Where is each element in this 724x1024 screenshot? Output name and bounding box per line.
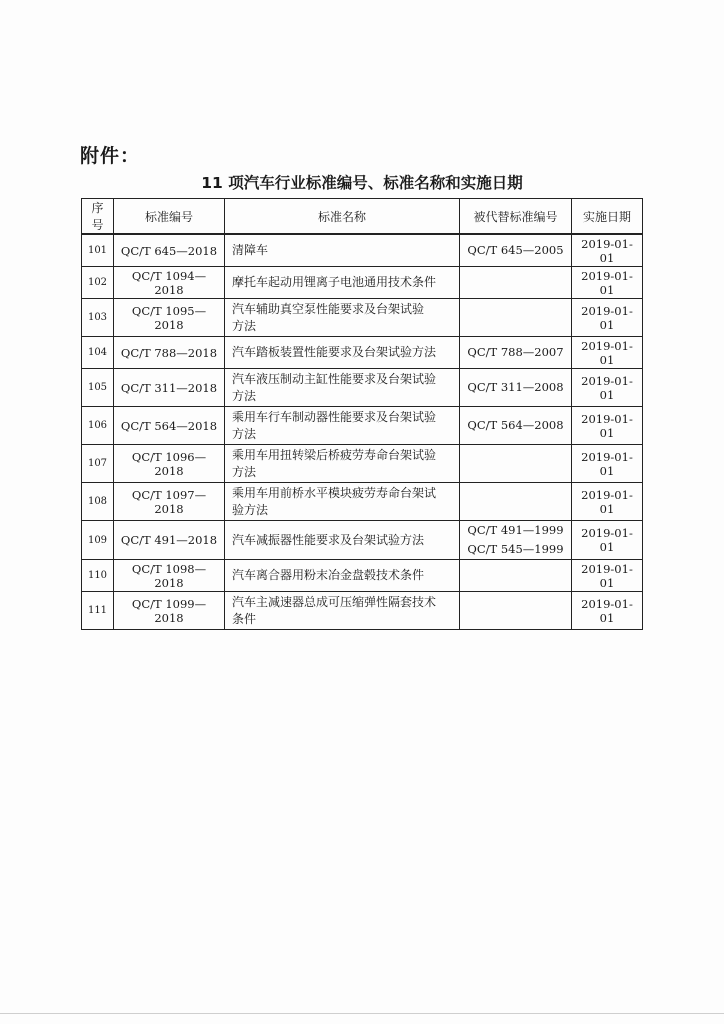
row-seq: 106 bbox=[82, 407, 114, 445]
standard-name-line: 验方法 bbox=[232, 502, 269, 517]
row-seq: 110 bbox=[82, 560, 114, 592]
standard-name-line: 方法 bbox=[232, 426, 257, 441]
table-row bbox=[82, 369, 643, 407]
row-seq: 111 bbox=[82, 592, 114, 630]
row-standard-name bbox=[225, 521, 460, 560]
row-seq: 103 bbox=[82, 299, 114, 337]
table-row bbox=[82, 560, 643, 592]
standard-name-line: 汽车辅助真空泵性能要求及台架试验 bbox=[232, 301, 425, 316]
row-replaced-code bbox=[460, 369, 572, 407]
row-effective-date: 2019-01-01 bbox=[572, 234, 643, 267]
row-seq: 104 bbox=[82, 337, 114, 369]
row-standard-name bbox=[225, 483, 460, 521]
row-standard-code: QC/T 1095—2018 bbox=[114, 299, 225, 337]
row-replaced-code bbox=[460, 299, 572, 337]
standard-name-line: 方法 bbox=[232, 318, 257, 333]
row-replaced-code bbox=[460, 337, 572, 369]
table-body bbox=[82, 234, 643, 630]
table-row bbox=[82, 483, 643, 521]
row-replaced-code bbox=[460, 592, 572, 630]
standard-name-line: 方法 bbox=[232, 388, 257, 403]
document-title: 11 项汽车行业标准编号、标准名称和实施日期 bbox=[201, 174, 523, 192]
standard-name-line: 乘用车用扭转梁后桥疲劳寿命台架试验 bbox=[232, 447, 437, 462]
row-effective-date: 2019-01-01 bbox=[572, 560, 643, 592]
standard-name-line: 汽车液压制动主缸性能要求及台架试验 bbox=[232, 371, 437, 386]
row-replaced-code bbox=[460, 483, 572, 521]
standard-name-line: 清障车 bbox=[232, 243, 269, 257]
header-code: 标准编号 bbox=[114, 199, 225, 235]
row-replaced-code bbox=[460, 560, 572, 592]
row-standard-name bbox=[225, 592, 460, 630]
row-effective-date: 2019-01-01 bbox=[572, 483, 643, 521]
table-row bbox=[82, 337, 643, 369]
row-effective-date: 2019-01-01 bbox=[572, 267, 643, 299]
header-date: 实施日期 bbox=[572, 199, 643, 235]
row-standard-name bbox=[225, 267, 460, 299]
row-standard-code: QC/T 1094—2018 bbox=[114, 267, 225, 299]
row-seq: 109 bbox=[82, 521, 114, 560]
row-seq: 105 bbox=[82, 369, 114, 407]
table-row bbox=[82, 407, 643, 445]
row-effective-date: 2019-01-01 bbox=[572, 369, 643, 407]
standard-name-line: 条件 bbox=[232, 611, 257, 626]
replaced-code-line: QC/T 788—2007 bbox=[467, 345, 564, 359]
row-standard-name bbox=[225, 299, 460, 337]
row-replaced-code bbox=[460, 267, 572, 299]
row-effective-date: 2019-01-01 bbox=[572, 592, 643, 630]
row-standard-code: QC/T 1099—2018 bbox=[114, 592, 225, 630]
row-seq: 108 bbox=[82, 483, 114, 521]
table-row bbox=[82, 445, 643, 483]
row-standard-code: QC/T 491—2018 bbox=[114, 521, 225, 560]
header-seq: 序号 bbox=[82, 199, 114, 235]
row-effective-date: 2019-01-01 bbox=[572, 337, 643, 369]
standard-name-line: 方法 bbox=[232, 464, 257, 479]
table-row bbox=[82, 521, 643, 560]
row-standard-name bbox=[225, 234, 460, 267]
replaced-code-line: QC/T 311—2008 bbox=[467, 380, 564, 394]
table-row bbox=[82, 299, 643, 337]
row-replaced-code bbox=[460, 521, 572, 560]
row-standard-code: QC/T 311—2018 bbox=[114, 369, 225, 407]
row-standard-name bbox=[225, 445, 460, 483]
row-effective-date: 2019-01-01 bbox=[572, 521, 643, 560]
standard-name-line: 乘用车行车制动器性能要求及台架试验 bbox=[232, 409, 437, 424]
row-standard-code: QC/T 564—2018 bbox=[114, 407, 225, 445]
row-standard-code: QC/T 1096—2018 bbox=[114, 445, 225, 483]
row-replaced-code bbox=[460, 445, 572, 483]
header-name: 标准名称 bbox=[225, 199, 460, 235]
row-standard-code: QC/T 788—2018 bbox=[114, 337, 225, 369]
row-effective-date: 2019-01-01 bbox=[572, 407, 643, 445]
row-effective-date: 2019-01-01 bbox=[572, 299, 643, 337]
row-standard-code: QC/T 1098—2018 bbox=[114, 560, 225, 592]
table-row bbox=[82, 267, 643, 299]
replaced-code-line: QC/T 645—2005 bbox=[467, 243, 564, 257]
standard-name-line: 汽车主减速器总成可压缩弹性隔套技术 bbox=[232, 594, 437, 609]
row-seq: 101 bbox=[82, 234, 114, 267]
row-standard-code: QC/T 645—2018 bbox=[114, 234, 225, 267]
row-standard-name bbox=[225, 560, 460, 592]
row-replaced-code bbox=[460, 234, 572, 267]
replaced-code-line: QC/T 491—1999 bbox=[467, 523, 564, 537]
table-row bbox=[82, 592, 643, 630]
standard-name-line: 摩托车起动用锂离子电池通用技术条件 bbox=[232, 275, 437, 289]
standards-table bbox=[81, 198, 643, 630]
standard-name-line: 汽车踏板装置性能要求及台架试验方法 bbox=[232, 345, 437, 359]
header-replaced: 被代替标准编号 bbox=[460, 199, 572, 235]
row-replaced-code bbox=[460, 407, 572, 445]
row-standard-code: QC/T 1097—2018 bbox=[114, 483, 225, 521]
table-row bbox=[82, 234, 643, 267]
row-seq: 107 bbox=[82, 445, 114, 483]
row-standard-name bbox=[225, 369, 460, 407]
row-seq: 102 bbox=[82, 267, 114, 299]
attachment-label: 附件： bbox=[80, 145, 141, 167]
replaced-code-line: QC/T 564—2008 bbox=[467, 418, 564, 432]
row-standard-name bbox=[225, 407, 460, 445]
table-header-row bbox=[82, 199, 643, 235]
row-effective-date: 2019-01-01 bbox=[572, 445, 643, 483]
standard-name-line: 汽车离合器用粉末冶金盘毂技术条件 bbox=[232, 568, 425, 582]
standard-name-line: 乘用车用前桥水平模块疲劳寿命台架试 bbox=[232, 485, 437, 500]
standard-name-line: 汽车减振器性能要求及台架试验方法 bbox=[232, 532, 425, 547]
replaced-code-line: QC/T 545—1999 bbox=[467, 542, 564, 556]
row-standard-name bbox=[225, 337, 460, 369]
page-bottom-rule bbox=[0, 1013, 724, 1014]
